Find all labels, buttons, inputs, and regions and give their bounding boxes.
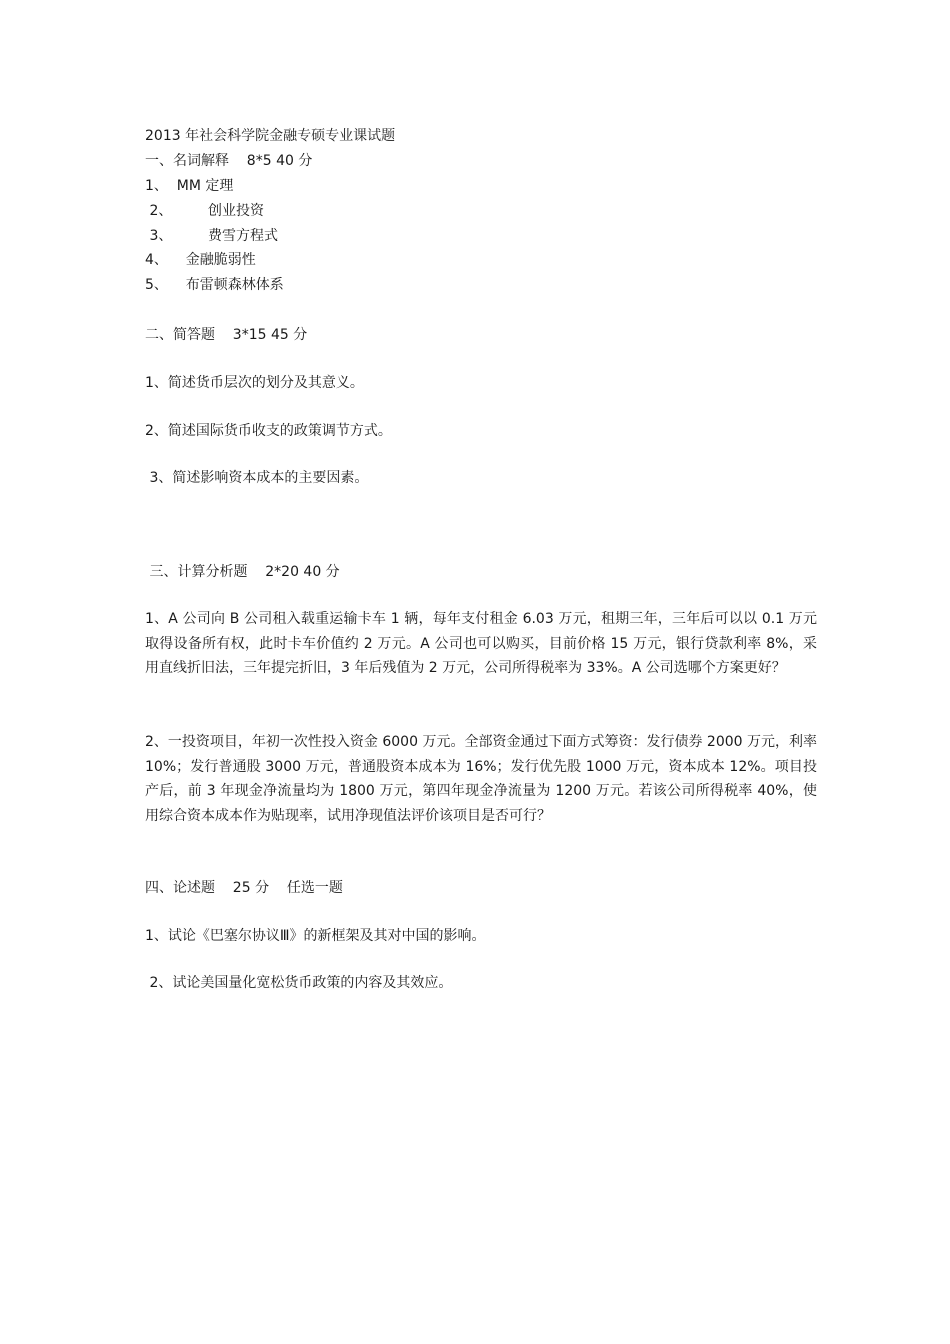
section-1-heading: 一、名词解释 8*5 40 分 bbox=[145, 153, 313, 169]
section-3-problem: 2、一投资项目，年初一次性投入资金 6000 万元。全部资金通过下面方式筹资：发行债券 2000 万元，利率 10%；发行普通股 3000 万元，普通股资本成本为 16%；发行优先股 1000 万元，资本成本 12%。项目投产后，前 3 年现金净流量均为 1800 万元，第四年现金净流量为 1200 万元。若该公司所得税率 40%，使用综合资本成本作为贴现率，试用净现值法评价该项目是否可行？ bbox=[145, 734, 817, 824]
section-3-problem: 1、A 公司向 B 公司租入载重运输卡车 1 辆，每年支付租金 6.03 万元，租期三年，三年后可以以 0.1 万元取得设备所有权，此时卡车价值约 2 万元。A 公司也可以购买，目前价格 15 万元，银行贷款利率 8%，采用直线折旧法，三年提完折旧，3 年后残值为 2 万元，公司所得税率为 33%。A 公司选哪个方案更好？ bbox=[145, 611, 817, 676]
section-1-item: 5、 布雷顿森林体系 bbox=[145, 277, 284, 293]
section-4-heading: 四、论述题 25 分 任选一题 bbox=[145, 880, 343, 896]
section-4-item: 2、试论美国量化宽松货币政策的内容及其效应。 bbox=[145, 975, 453, 991]
section-1-item: 2、 创业投资 bbox=[145, 203, 264, 219]
section-4-item: 1、试论《巴塞尔协议Ⅲ》的新框架及其对中国的影响。 bbox=[145, 928, 486, 944]
section-1-item: 1、 MM 定理 bbox=[145, 178, 234, 194]
section-2-item: 2、简述国际货币收支的政策调节方式。 bbox=[145, 423, 392, 439]
section-1-item: 3、 费雪方程式 bbox=[145, 228, 278, 244]
section-2-heading: 二、简答题 3*15 45 分 bbox=[145, 327, 308, 343]
exam-title: 2013 年社会科学院金融专硕专业课试题 bbox=[145, 128, 396, 144]
section-2-item: 1、简述货币层次的划分及其意义。 bbox=[145, 375, 364, 391]
section-2-item: 3、简述影响资本成本的主要因素。 bbox=[145, 470, 369, 486]
section-3-heading: 三、计算分析题 2*20 40 分 bbox=[145, 564, 340, 580]
section-1-item: 4、 金融脆弱性 bbox=[145, 252, 256, 268]
